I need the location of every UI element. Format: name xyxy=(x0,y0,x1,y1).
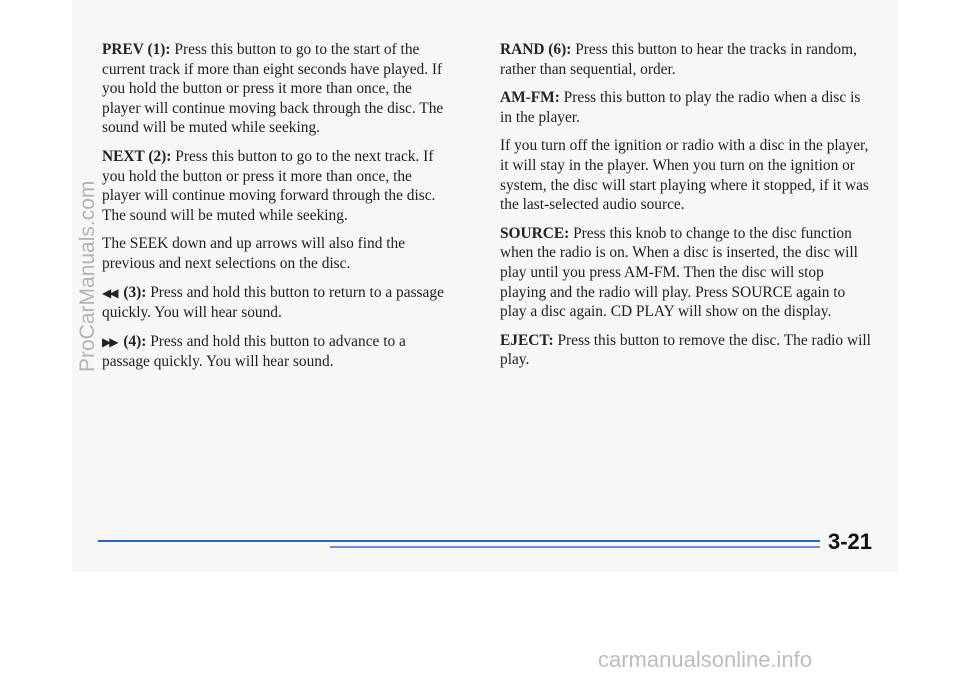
amfm-paragraph xyxy=(500,88,872,127)
left-column xyxy=(102,40,454,381)
fwd-term: (4): xyxy=(119,332,147,350)
right-column xyxy=(500,40,872,379)
amfm-term: AM-FM: xyxy=(500,89,560,107)
page-number: 3-21 xyxy=(828,529,873,554)
source-paragraph xyxy=(500,224,872,322)
ignition-text: If you turn off the ignition or radio with a disc in the player, it will stay in the player. When you turn on the ignition or system, the disc will start playing where it stopped, if it was the last-selected audio source. xyxy=(500,137,869,214)
prev-paragraph xyxy=(102,40,454,138)
rewind-icon: ◀◀ xyxy=(102,285,117,300)
rand-text: Press this button to hear the tracks in random, rather than sequential, order. xyxy=(500,41,857,78)
prev-term: PREV (1): xyxy=(102,41,171,58)
next-term: NEXT (2): xyxy=(102,147,172,165)
amfm-text: Press this button to play the radio when a disc is in the player. xyxy=(500,89,861,126)
watermark: ProCarManuals.com xyxy=(76,180,99,372)
eject-text: Press this button to remove the disc. The radio will play. xyxy=(500,331,871,369)
source-text: Press this knob to change to the disc function when the radio is on. When a disc is inserted, the disc will play until you press AM-FM. Then the disc will stop playing and the radio will play. Press SOURCE again to play a disc again. CD PLAY will show on the display. xyxy=(500,224,858,321)
eject-paragraph xyxy=(500,331,872,370)
footer-rule-secondary xyxy=(330,546,820,548)
rev-paragraph xyxy=(102,283,454,323)
rand-paragraph xyxy=(500,40,872,79)
fwd-paragraph xyxy=(102,332,454,372)
site-footer: carmanualsonline.info xyxy=(598,647,813,672)
footer-rule xyxy=(98,540,820,542)
next-paragraph xyxy=(102,147,454,225)
source-term: SOURCE: xyxy=(500,224,570,242)
rev-term: (3): xyxy=(119,283,147,301)
seek-paragraph xyxy=(102,234,454,273)
next-text: Press this button to go to the next track. If you hold the button or press it more than once, the player will continue moving forward through the disc. The sound will be muted while seeking. xyxy=(102,147,436,224)
seek-text: The SEEK down and up arrows will also find the previous and next selections on the disc. xyxy=(102,235,406,272)
rev-text: Press and hold this button to return to a passage quickly. You will hear sound. xyxy=(102,283,444,322)
ignition-paragraph xyxy=(500,136,872,214)
rand-term: RAND (6): xyxy=(500,41,572,58)
prev-text: Press this button to go to the start of the current track if more than eight seconds have played. If you hold the button or press it more than once, the player will continue moving back through the disc. The sound will be muted while seeking. xyxy=(102,41,444,137)
fwd-text: Press and hold this button to advance to a passage quickly. You will hear sound. xyxy=(102,332,406,371)
eject-term: EJECT: xyxy=(500,331,554,349)
fast-forward-icon: ▶▶ xyxy=(102,334,117,349)
